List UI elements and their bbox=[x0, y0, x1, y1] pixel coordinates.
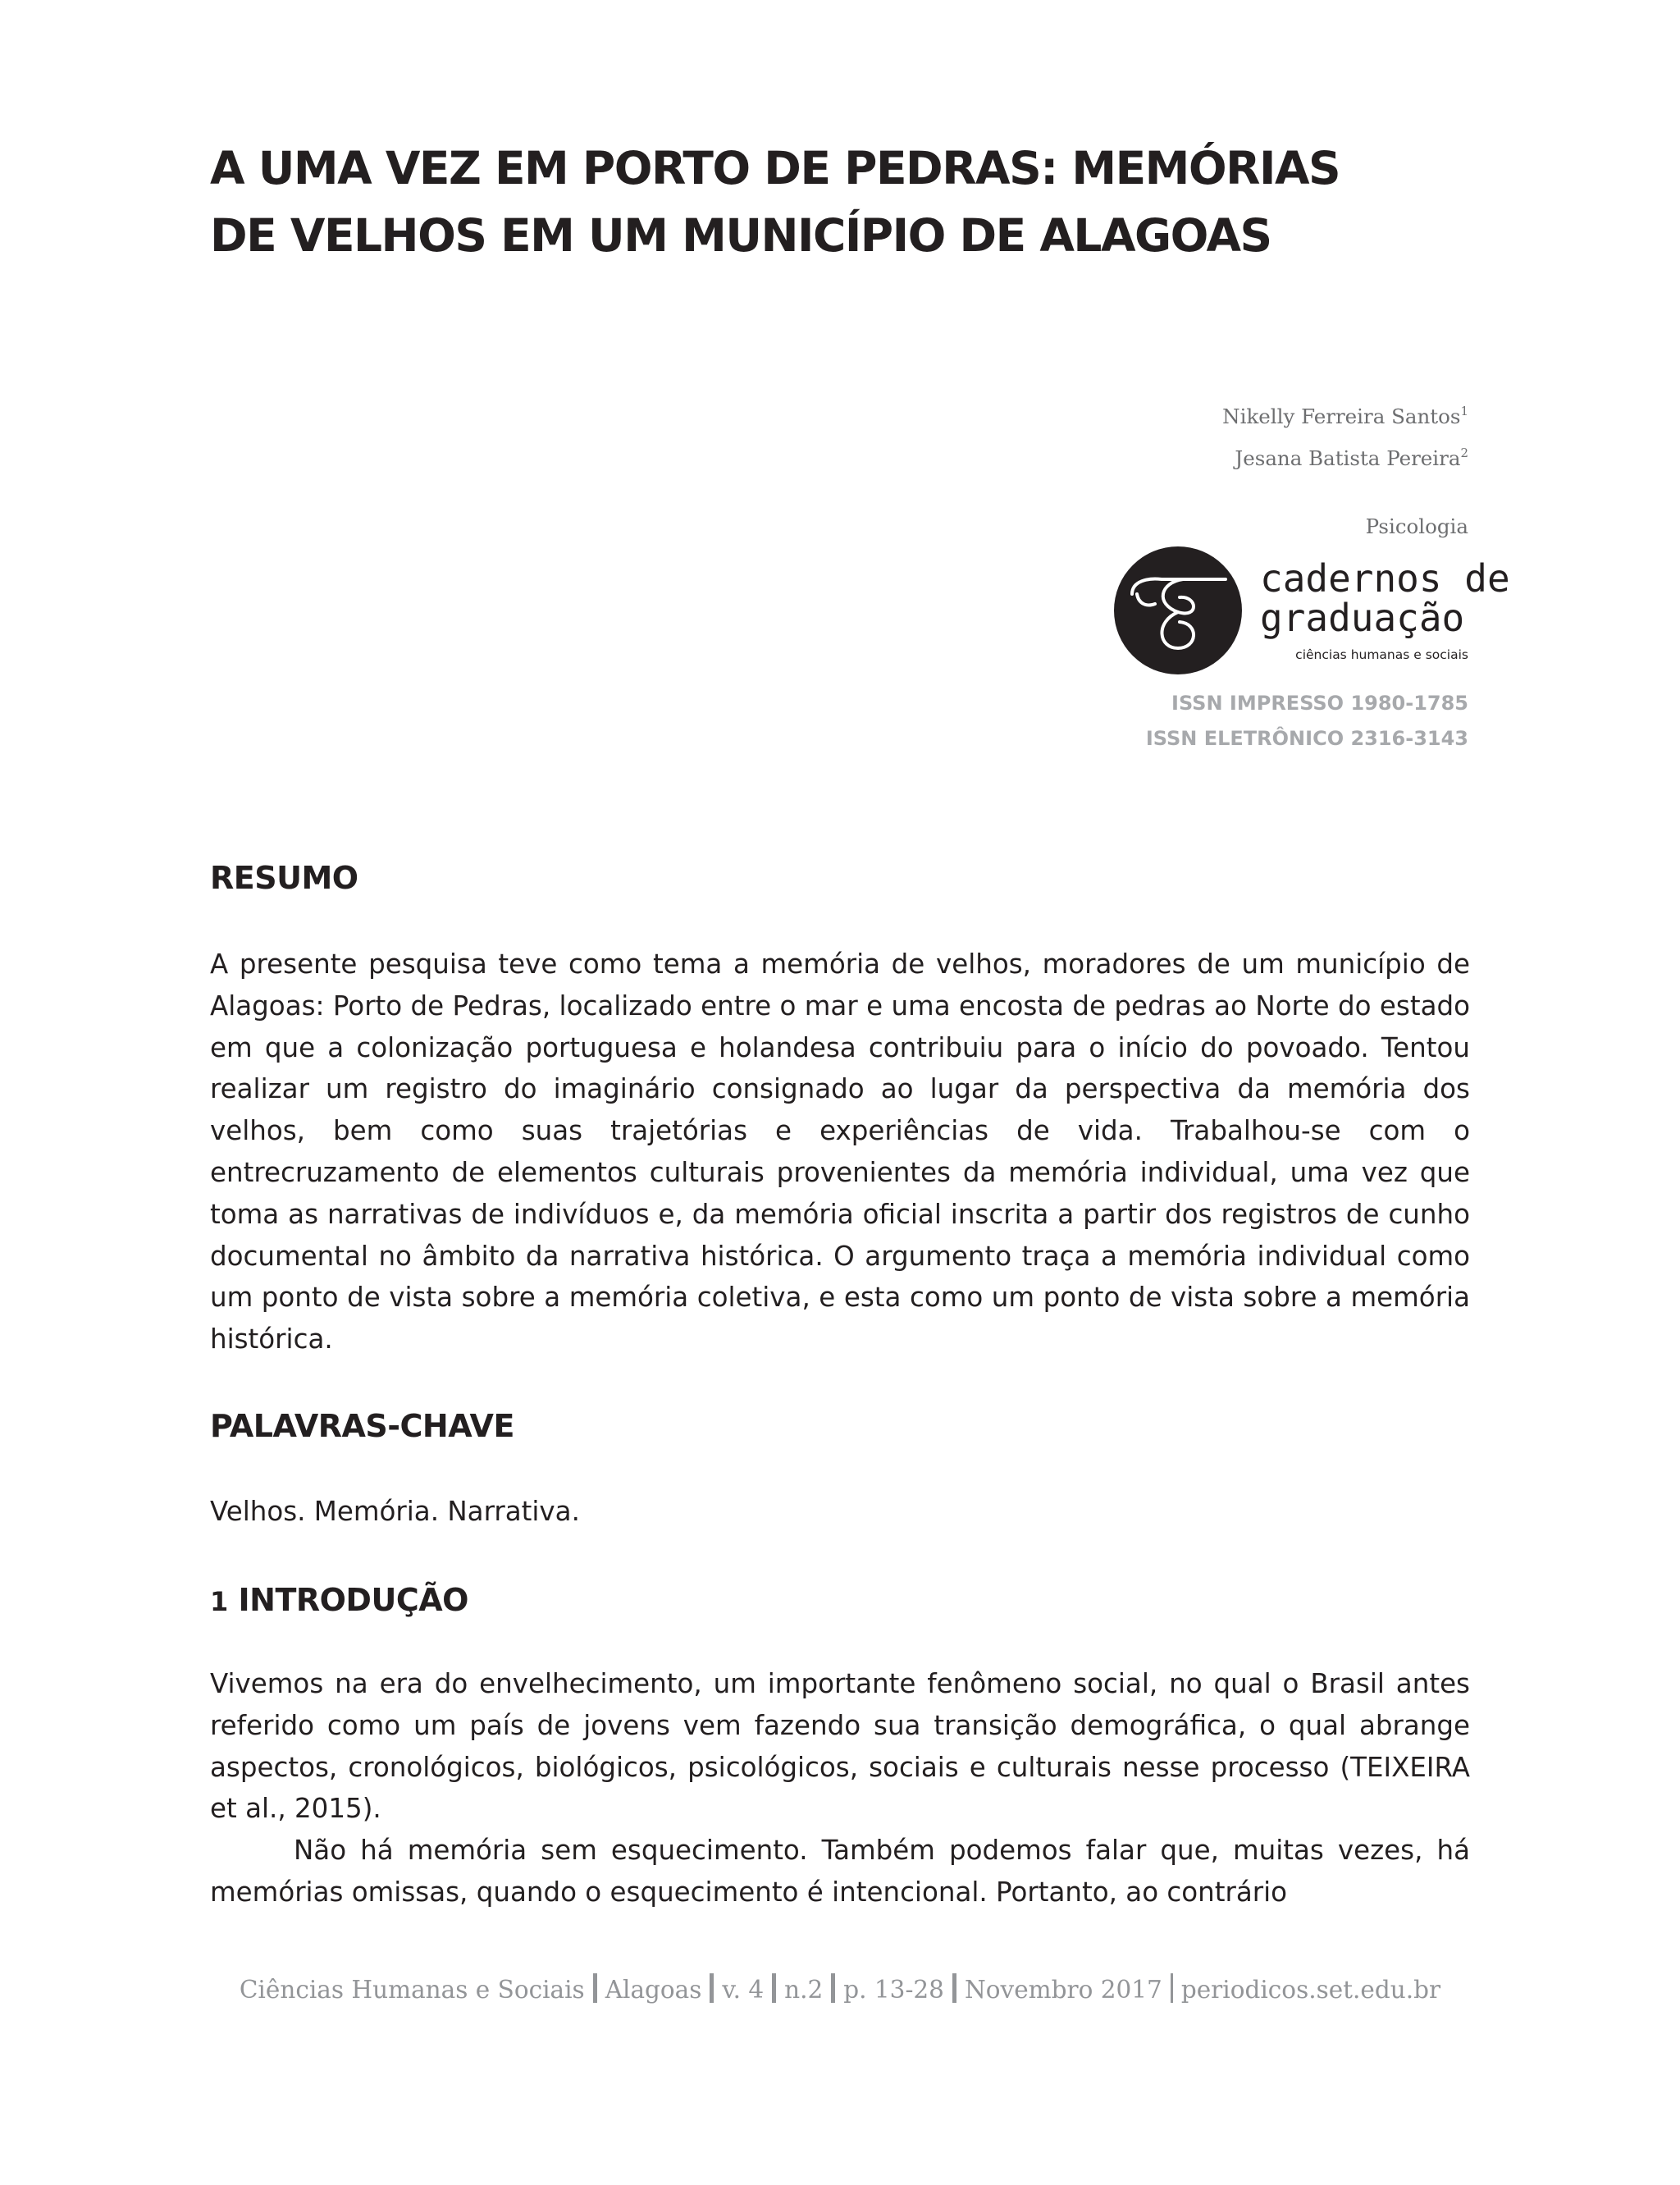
author-1-name: Nikelly Ferreira Santos bbox=[1222, 405, 1461, 428]
journal-logo-line-1: cadernos de bbox=[1260, 556, 1510, 601]
journal-logo-mark-icon bbox=[1114, 546, 1242, 674]
keywords-text: Velhos. Memória. Narrativa. bbox=[210, 1496, 580, 1527]
resumo-heading: RESUMO bbox=[210, 860, 358, 896]
author-1-footnote-marker[interactable]: 1 bbox=[1460, 404, 1468, 418]
footer-number: n.2 bbox=[784, 1976, 824, 2004]
introduction-section-number: 1 bbox=[210, 1586, 228, 1617]
article-title-line-2: DE VELHOS EM UM MUNICÍPIO DE ALAGOAS bbox=[210, 209, 1271, 262]
keywords-heading: PALAVRAS-CHAVE bbox=[210, 1408, 514, 1444]
author-list bbox=[1222, 395, 1468, 479]
article-title bbox=[210, 135, 1490, 269]
footer-volume: v. 4 bbox=[722, 1976, 765, 2004]
resumo-text: A presente pesquisa teve como tema a memória de velhos, moradores de um município de Alagoas: Porto de Pedras, localizado entre o mar e uma encosta de pedras ao Norte do estado em que a colonização portuguesa e holandesa contribuiu para o início do povoado. Tentou realizar um registro do imaginário consignado ao lugar da perspectiva da memória dos velhos, bem como suas trajetórias e experiências de vida. Trabalhou-se com o entrecruzamento de elementos culturais provenientes da memória individual, uma vez que toma as narrativas de indivíduos e, da memória oficial inscrita a partir dos registros de cunho documental no âmbito da narrativa histórica. O argumento traça a memória individual como um ponto de vista sobre a memória coletiva, e esta como um ponto de vista sobre a memória histórica. bbox=[210, 949, 1470, 1355]
author-2-name: Jesana Batista Pereira bbox=[1235, 446, 1461, 470]
author-1 bbox=[1222, 395, 1468, 437]
footer-separator bbox=[593, 1973, 597, 2003]
author-2-footnote-marker[interactable]: 2 bbox=[1460, 446, 1468, 460]
issn-block bbox=[1146, 686, 1468, 757]
introduction-paragraph-2: Não há memória sem esquecimento. Também podemos falar que, muitas vezes, há memórias omissas, quando o esquecimento é intencional. Portanto, ao contrário bbox=[210, 1835, 1470, 1908]
footer-journal: Ciências Humanas e Sociais bbox=[239, 1976, 585, 2004]
author-2 bbox=[1222, 437, 1468, 479]
footer-location: Alagoas bbox=[605, 1976, 702, 2004]
subject-area: Psicologia bbox=[1365, 514, 1468, 538]
page-footer bbox=[0, 1972, 1680, 2008]
article-title-line-1: A UMA VEZ EM PORTO DE PEDRAS: MEMÓRIAS bbox=[210, 142, 1340, 194]
footer-date: Novembro 2017 bbox=[964, 1976, 1162, 2004]
footer-separator bbox=[952, 1973, 956, 2003]
issn-print: ISSN IMPRESSO 1980-1785 bbox=[1171, 692, 1468, 715]
introduction-heading-text: INTRODUÇÃO bbox=[238, 1582, 468, 1618]
introduction-paragraph-1: Vivemos na era do envelhecimento, um importante fenômeno social, no qual o Brasil antes referido como um país de jovens vem fazendo sua transição demográfica, o qual abrange aspectos, cronológicos, biológicos, psicológicos, sociais e culturais nesse processo (TEIXEIRA et al., 2015). bbox=[210, 1668, 1470, 1825]
journal-logo-line-2: graduação bbox=[1260, 596, 1465, 640]
footer-separator bbox=[831, 1973, 835, 2003]
introduction-heading bbox=[210, 1579, 468, 1623]
journal-logo bbox=[1114, 546, 1510, 674]
footer-separator bbox=[710, 1973, 714, 2003]
issn-electronic: ISSN ELETRÔNICO 2316-3143 bbox=[1145, 727, 1468, 750]
footer-separator bbox=[1171, 1973, 1173, 2003]
footer-pages: p. 13-28 bbox=[843, 1976, 944, 2004]
footer-website[interactable]: periodicos.set.edu.br bbox=[1180, 1976, 1441, 2004]
journal-logo-tagline: ciências humanas e sociais bbox=[1295, 647, 1468, 662]
footer-separator bbox=[772, 1973, 776, 2003]
